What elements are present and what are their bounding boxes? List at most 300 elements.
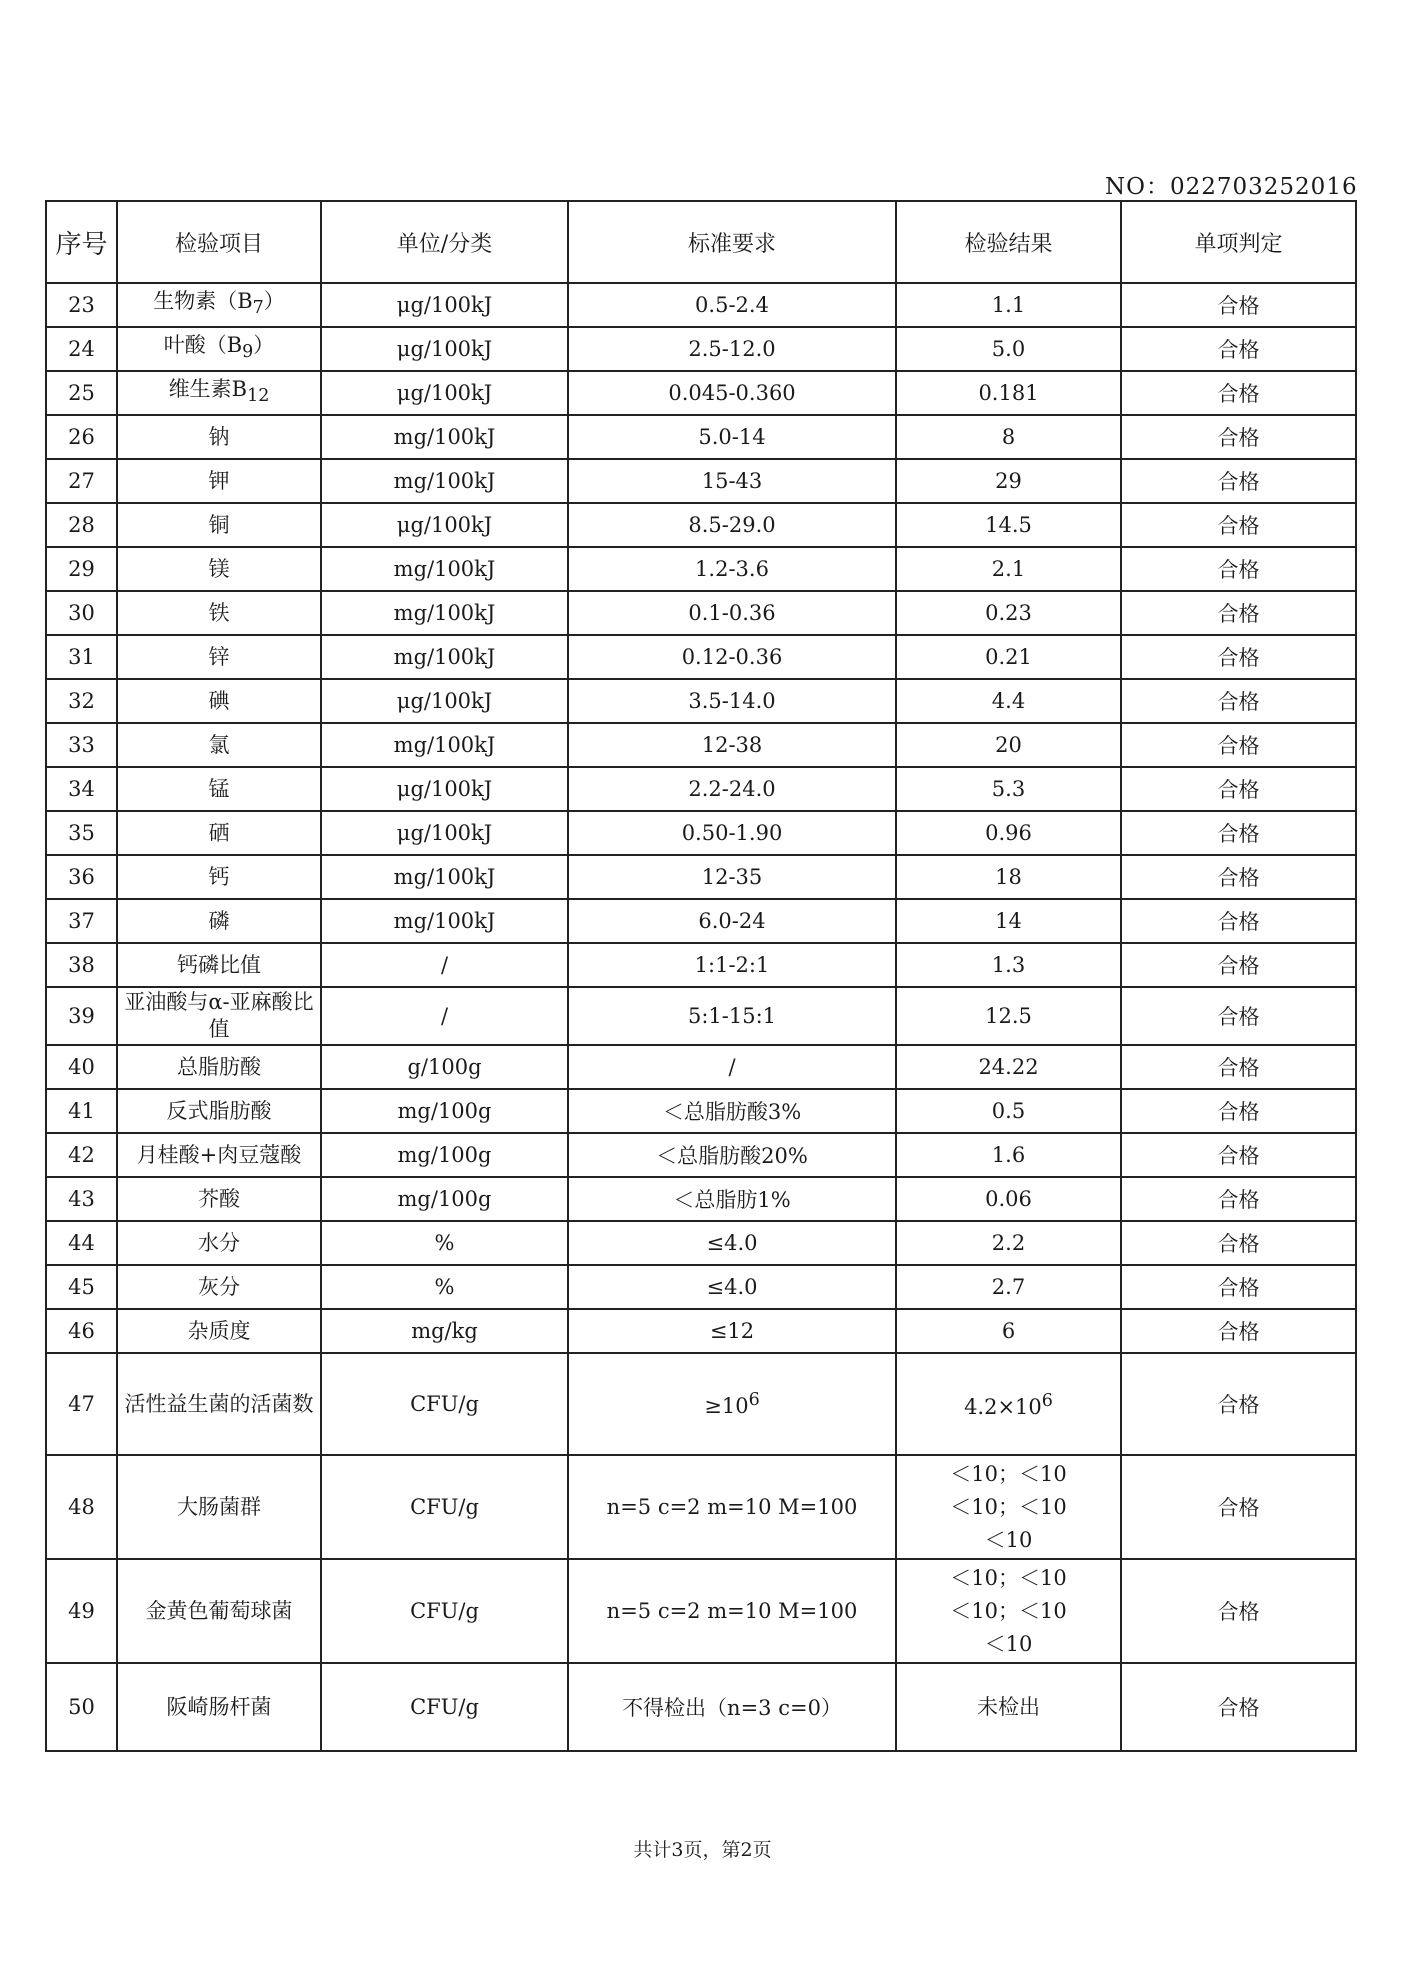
standard-text: ≤4.0 bbox=[706, 1275, 758, 1299]
judgment-text: 合格 bbox=[1217, 690, 1260, 714]
cell-result bbox=[896, 1353, 1121, 1455]
seq-text: 38 bbox=[68, 953, 95, 977]
unit-text: mg/100g bbox=[397, 1143, 492, 1167]
unit-text: mg/100kJ bbox=[393, 557, 496, 581]
seq-text: 42 bbox=[68, 1143, 95, 1167]
cell-standard bbox=[568, 327, 896, 371]
cell-result bbox=[896, 679, 1121, 723]
judgment-text: 合格 bbox=[1217, 1100, 1260, 1124]
cell-unit bbox=[321, 855, 568, 899]
item-text: 磷 bbox=[208, 908, 230, 933]
unit-text: mg/100kJ bbox=[393, 601, 496, 625]
result-line: ＜10；＜10 bbox=[950, 1565, 1067, 1590]
cell-result bbox=[896, 327, 1121, 371]
unit-text: CFU/g bbox=[410, 1495, 479, 1519]
item-tail: ） bbox=[253, 332, 275, 357]
cell-item bbox=[117, 459, 321, 503]
table-row bbox=[46, 1455, 1356, 1559]
standard-text: 6.0-24 bbox=[698, 909, 766, 933]
result-text: 0.181 bbox=[978, 380, 1039, 405]
seq-text: 47 bbox=[68, 1392, 95, 1416]
item-text: 芥酸 bbox=[198, 1186, 240, 1211]
cell-unit bbox=[321, 987, 568, 1045]
standard-text: 15-43 bbox=[701, 469, 763, 493]
table-row bbox=[46, 415, 1356, 459]
result-text: 6 bbox=[1001, 1318, 1016, 1343]
judgment-text: 合格 bbox=[1217, 822, 1260, 846]
cell-seq bbox=[46, 503, 117, 547]
cell-seq bbox=[46, 1133, 117, 1177]
seq-text: 48 bbox=[68, 1495, 95, 1519]
cell-judgment bbox=[1121, 811, 1356, 855]
result-text: 1.1 bbox=[991, 292, 1026, 317]
result-text: 14 bbox=[995, 908, 1022, 933]
cell-unit bbox=[321, 723, 568, 767]
cell-unit bbox=[321, 283, 568, 327]
standard-superscript: 6 bbox=[748, 1390, 760, 1410]
table-row bbox=[46, 1265, 1356, 1309]
header-judgment: 单项判定 bbox=[1121, 201, 1356, 283]
unit-text: mg/100g bbox=[397, 1187, 492, 1211]
cell-judgment bbox=[1121, 899, 1356, 943]
cell-seq bbox=[46, 547, 117, 591]
cell-result bbox=[896, 459, 1121, 503]
cell-unit bbox=[321, 591, 568, 635]
unit-text: mg/kg bbox=[411, 1319, 478, 1343]
table-row bbox=[46, 635, 1356, 679]
standard-text: 1:1-2:1 bbox=[694, 953, 770, 977]
cell-standard bbox=[568, 283, 896, 327]
unit-text: mg/100kJ bbox=[393, 645, 496, 669]
result-text: 2.2 bbox=[991, 1230, 1026, 1255]
result-text: 1.3 bbox=[991, 952, 1026, 977]
item-text: 硒 bbox=[208, 820, 230, 845]
item-text: 活性益生菌的活菌数 bbox=[124, 1391, 314, 1416]
judgment-text: 合格 bbox=[1217, 954, 1260, 978]
seq-text: 35 bbox=[68, 821, 95, 845]
result-text: 4.2×10 bbox=[964, 1394, 1042, 1419]
item-text: 钙磷比值 bbox=[177, 952, 261, 977]
cell-judgment bbox=[1121, 1353, 1356, 1455]
standard-text: ≥10 bbox=[704, 1394, 749, 1418]
cell-unit bbox=[321, 459, 568, 503]
seq-text: 23 bbox=[68, 293, 95, 317]
standard-text: 1.2-3.6 bbox=[695, 557, 769, 581]
unit-text: CFU/g bbox=[410, 1392, 479, 1416]
item-text: 杂质度 bbox=[187, 1318, 251, 1343]
cell-result bbox=[896, 371, 1121, 415]
seq-text: 50 bbox=[68, 1695, 95, 1719]
table-row bbox=[46, 1133, 1356, 1177]
unit-text: mg/100kJ bbox=[393, 469, 496, 493]
cell-unit bbox=[321, 767, 568, 811]
result-text: 未检出 bbox=[977, 1694, 1040, 1719]
table-row bbox=[46, 371, 1356, 415]
cell-unit bbox=[321, 1089, 568, 1133]
item-text: 灰分 bbox=[198, 1274, 240, 1299]
header-result: 检验结果 bbox=[896, 201, 1121, 283]
cell-unit bbox=[321, 1133, 568, 1177]
standard-text: 不得检出（n=3 c=0） bbox=[622, 1696, 842, 1720]
header-seq: 序号 bbox=[46, 201, 117, 283]
result-line: ＜10；＜10 bbox=[950, 1598, 1067, 1623]
cell-seq bbox=[46, 459, 117, 503]
result-line: ＜10；＜10 bbox=[950, 1461, 1067, 1486]
seq-text: 34 bbox=[68, 777, 95, 801]
cell-seq bbox=[46, 723, 117, 767]
judgment-text: 合格 bbox=[1217, 734, 1260, 758]
table-row bbox=[46, 1353, 1356, 1455]
cell-judgment bbox=[1121, 1089, 1356, 1133]
item-text: 叶酸（B bbox=[163, 332, 243, 357]
result-text: 0.23 bbox=[985, 600, 1032, 625]
cell-judgment bbox=[1121, 1221, 1356, 1265]
result-text: 2.1 bbox=[991, 556, 1026, 581]
seq-text: 46 bbox=[68, 1319, 95, 1343]
cell-judgment bbox=[1121, 1559, 1356, 1663]
judgment-text: 合格 bbox=[1217, 382, 1260, 406]
table-row bbox=[46, 943, 1356, 987]
cell-item bbox=[117, 987, 321, 1045]
standard-text: 0.12-0.36 bbox=[681, 645, 783, 669]
cell-unit bbox=[321, 371, 568, 415]
seq-text: 31 bbox=[68, 645, 95, 669]
cell-seq bbox=[46, 591, 117, 635]
item-text: 总脂肪酸 bbox=[177, 1054, 261, 1079]
cell-item bbox=[117, 899, 321, 943]
cell-unit bbox=[321, 1309, 568, 1353]
cell-item bbox=[117, 1045, 321, 1089]
cell-result bbox=[896, 591, 1121, 635]
judgment-text: 合格 bbox=[1217, 1600, 1260, 1624]
cell-standard bbox=[568, 415, 896, 459]
table-row bbox=[46, 327, 1356, 371]
cell-seq bbox=[46, 1309, 117, 1353]
cell-standard bbox=[568, 1353, 896, 1455]
table-row bbox=[46, 591, 1356, 635]
table-row bbox=[46, 547, 1356, 591]
unit-text: μg/100kJ bbox=[396, 381, 493, 405]
judgment-text: 合格 bbox=[1217, 338, 1260, 362]
unit-text: μg/100kJ bbox=[396, 337, 493, 361]
cell-item bbox=[117, 503, 321, 547]
cell-seq bbox=[46, 943, 117, 987]
table-row bbox=[46, 1663, 1356, 1751]
item-text: 碘 bbox=[208, 688, 230, 713]
cell-item bbox=[117, 1221, 321, 1265]
cell-judgment bbox=[1121, 943, 1356, 987]
cell-standard bbox=[568, 635, 896, 679]
table-row bbox=[46, 987, 1356, 1045]
standard-text: 3.5-14.0 bbox=[688, 689, 776, 713]
cell-item bbox=[117, 723, 321, 767]
cell-unit bbox=[321, 1353, 568, 1455]
cell-seq bbox=[46, 987, 117, 1045]
judgment-text: 合格 bbox=[1217, 646, 1260, 670]
cell-result bbox=[896, 1133, 1121, 1177]
cell-judgment bbox=[1121, 371, 1356, 415]
judgment-text: 合格 bbox=[1217, 1696, 1260, 1720]
result-text: 0.06 bbox=[985, 1186, 1032, 1211]
seq-text: 26 bbox=[68, 425, 95, 449]
cell-unit bbox=[321, 943, 568, 987]
standard-text: / bbox=[728, 1055, 736, 1079]
item-text: 氯 bbox=[208, 732, 230, 757]
table-row bbox=[46, 283, 1356, 327]
cell-unit bbox=[321, 1221, 568, 1265]
cell-unit bbox=[321, 1455, 568, 1559]
item-text: 钾 bbox=[208, 468, 230, 493]
seq-text: 30 bbox=[68, 601, 95, 625]
cell-item bbox=[117, 855, 321, 899]
unit-text: g/100g bbox=[407, 1055, 482, 1079]
cell-result bbox=[896, 283, 1121, 327]
cell-item bbox=[117, 811, 321, 855]
unit-text: % bbox=[434, 1275, 455, 1299]
result-text: 1.6 bbox=[991, 1142, 1026, 1167]
result-text: 18 bbox=[995, 864, 1022, 889]
cell-item bbox=[117, 547, 321, 591]
page-footer: 共计3页，第2页 bbox=[633, 1839, 772, 1861]
result-line: ＜10；＜10 bbox=[950, 1494, 1067, 1519]
cell-judgment bbox=[1121, 987, 1356, 1045]
judgment-text: 合格 bbox=[1217, 1188, 1260, 1212]
item-text: 反式脂肪酸 bbox=[166, 1098, 272, 1123]
cell-standard bbox=[568, 1559, 896, 1663]
cell-result bbox=[896, 547, 1121, 591]
cell-item bbox=[117, 371, 321, 415]
table-body bbox=[46, 283, 1356, 1751]
cell-judgment bbox=[1121, 459, 1356, 503]
cell-item bbox=[117, 1309, 321, 1353]
cell-standard bbox=[568, 943, 896, 987]
table-header-row bbox=[46, 201, 1356, 283]
header-item: 检验项目 bbox=[117, 201, 321, 283]
table-row bbox=[46, 855, 1356, 899]
cell-standard bbox=[568, 1177, 896, 1221]
seq-text: 39 bbox=[68, 1004, 95, 1028]
unit-text: μg/100kJ bbox=[396, 821, 493, 845]
result-text: 24.22 bbox=[978, 1054, 1039, 1079]
cell-seq bbox=[46, 679, 117, 723]
standard-text: 0.1-0.36 bbox=[688, 601, 776, 625]
item-text: 镁 bbox=[208, 556, 230, 581]
cell-result bbox=[896, 1455, 1121, 1559]
cell-seq bbox=[46, 635, 117, 679]
header-standard: 标准要求 bbox=[568, 201, 896, 283]
cell-unit bbox=[321, 1265, 568, 1309]
item-text: 铁 bbox=[208, 600, 230, 625]
seq-text: 25 bbox=[68, 381, 95, 405]
item-text: 钙 bbox=[208, 864, 230, 889]
cell-judgment bbox=[1121, 591, 1356, 635]
cell-result bbox=[896, 1045, 1121, 1089]
standard-text: ＜总脂肪1% bbox=[673, 1188, 791, 1212]
cell-unit bbox=[321, 1045, 568, 1089]
cell-judgment bbox=[1121, 855, 1356, 899]
cell-standard bbox=[568, 547, 896, 591]
seq-text: 33 bbox=[68, 733, 95, 757]
cell-judgment bbox=[1121, 679, 1356, 723]
result-superscript: 6 bbox=[1041, 1390, 1053, 1411]
judgment-text: 合格 bbox=[1217, 1144, 1260, 1168]
item-text: 月桂酸+肉豆蔻酸 bbox=[136, 1142, 302, 1167]
cell-seq bbox=[46, 1663, 117, 1751]
item-text: 阪崎肠杆菌 bbox=[166, 1694, 272, 1719]
result-text: 0.96 bbox=[985, 820, 1032, 845]
item-text: 生物素（B bbox=[153, 288, 253, 313]
table-row bbox=[46, 767, 1356, 811]
cell-standard bbox=[568, 811, 896, 855]
item-subscript: 12 bbox=[247, 386, 270, 407]
seq-text: 49 bbox=[68, 1599, 95, 1623]
cell-unit bbox=[321, 547, 568, 591]
unit-text: mg/100kJ bbox=[393, 733, 496, 757]
cell-standard bbox=[568, 459, 896, 503]
judgment-text: 合格 bbox=[1217, 1005, 1260, 1029]
cell-unit bbox=[321, 503, 568, 547]
cell-seq bbox=[46, 1455, 117, 1559]
standard-text: n=5 c=2 m=10 M=100 bbox=[606, 1495, 858, 1519]
table-row bbox=[46, 811, 1356, 855]
result-line: ＜10 bbox=[984, 1631, 1033, 1656]
cell-result bbox=[896, 415, 1121, 459]
standard-text: n=5 c=2 m=10 M=100 bbox=[606, 1599, 858, 1623]
cell-result bbox=[896, 767, 1121, 811]
seq-text: 37 bbox=[68, 909, 95, 933]
item-text: 大肠菌群 bbox=[177, 1494, 261, 1519]
cell-judgment bbox=[1121, 1045, 1356, 1089]
cell-item bbox=[117, 767, 321, 811]
table-row bbox=[46, 1045, 1356, 1089]
table-row bbox=[46, 1221, 1356, 1265]
item-text: 锰 bbox=[208, 776, 230, 801]
unit-text: / bbox=[440, 1004, 449, 1028]
cell-unit bbox=[321, 1559, 568, 1663]
cell-standard bbox=[568, 1309, 896, 1353]
unit-text: μg/100kJ bbox=[396, 513, 493, 537]
seq-text: 41 bbox=[68, 1099, 95, 1123]
cell-result bbox=[896, 723, 1121, 767]
result-text: 2.7 bbox=[991, 1274, 1026, 1299]
cell-item bbox=[117, 1089, 321, 1133]
unit-text: mg/100kJ bbox=[393, 865, 496, 889]
cell-result bbox=[896, 811, 1121, 855]
cell-judgment bbox=[1121, 723, 1356, 767]
cell-unit bbox=[321, 1177, 568, 1221]
seq-text: 29 bbox=[68, 557, 95, 581]
cell-standard bbox=[568, 1133, 896, 1177]
cell-unit bbox=[321, 811, 568, 855]
standard-text: 2.5-12.0 bbox=[688, 337, 776, 361]
judgment-text: 合格 bbox=[1217, 1232, 1260, 1256]
table-row bbox=[46, 503, 1356, 547]
cell-result bbox=[896, 899, 1121, 943]
standard-text: 2.2-24.0 bbox=[688, 777, 776, 801]
result-text: 0.5 bbox=[991, 1098, 1026, 1123]
standard-text: 0.5-2.4 bbox=[695, 293, 769, 317]
cell-judgment bbox=[1121, 1309, 1356, 1353]
cell-standard bbox=[568, 679, 896, 723]
seq-text: 36 bbox=[68, 865, 95, 889]
cell-result bbox=[896, 1177, 1121, 1221]
cell-standard bbox=[568, 1089, 896, 1133]
cell-item bbox=[117, 635, 321, 679]
judgment-text: 合格 bbox=[1217, 778, 1260, 802]
judgment-text: 合格 bbox=[1217, 1276, 1260, 1300]
item-subscript: 9 bbox=[242, 342, 254, 363]
cell-result bbox=[896, 635, 1121, 679]
cell-result bbox=[896, 503, 1121, 547]
result-text: 5.0 bbox=[991, 336, 1026, 361]
cell-judgment bbox=[1121, 283, 1356, 327]
table-row bbox=[46, 1309, 1356, 1353]
cell-standard bbox=[568, 1663, 896, 1751]
cell-seq bbox=[46, 1045, 117, 1089]
standard-text: 5.0-14 bbox=[698, 425, 766, 449]
cell-result bbox=[896, 1221, 1121, 1265]
cell-judgment bbox=[1121, 327, 1356, 371]
unit-text: mg/100kJ bbox=[393, 909, 496, 933]
cell-standard bbox=[568, 1265, 896, 1309]
seq-text: 43 bbox=[68, 1187, 95, 1211]
cell-result bbox=[896, 1663, 1121, 1751]
cell-item bbox=[117, 1265, 321, 1309]
standard-text: 0.045-0.360 bbox=[668, 381, 796, 405]
seq-text: 28 bbox=[68, 513, 95, 537]
cell-item bbox=[117, 1455, 321, 1559]
item-text: 锌 bbox=[208, 644, 230, 669]
cell-seq bbox=[46, 371, 117, 415]
seq-text: 45 bbox=[68, 1275, 95, 1299]
cell-seq bbox=[46, 1353, 117, 1455]
standard-text: ≤4.0 bbox=[706, 1231, 758, 1255]
cell-item bbox=[117, 283, 321, 327]
cell-item bbox=[117, 1133, 321, 1177]
table-row bbox=[46, 1089, 1356, 1133]
result-line: ＜10 bbox=[984, 1527, 1033, 1552]
cell-result bbox=[896, 987, 1121, 1045]
cell-standard bbox=[568, 1455, 896, 1559]
cell-standard bbox=[568, 1045, 896, 1089]
inspection-table bbox=[45, 200, 1357, 1752]
cell-judgment bbox=[1121, 1133, 1356, 1177]
cell-item bbox=[117, 943, 321, 987]
judgment-text: 合格 bbox=[1217, 514, 1260, 538]
standard-text: 8.5-29.0 bbox=[688, 513, 776, 537]
cell-judgment bbox=[1121, 1177, 1356, 1221]
cell-item bbox=[117, 591, 321, 635]
cell-standard bbox=[568, 503, 896, 547]
item-subscript: 7 bbox=[252, 298, 264, 319]
cell-seq bbox=[46, 283, 117, 327]
item-tail: ） bbox=[263, 288, 285, 313]
cell-seq bbox=[46, 1559, 117, 1663]
cell-seq bbox=[46, 415, 117, 459]
judgment-text: 合格 bbox=[1217, 426, 1260, 450]
judgment-text: 合格 bbox=[1217, 1496, 1260, 1520]
result-text: 8 bbox=[1001, 424, 1016, 449]
cell-result bbox=[896, 1265, 1121, 1309]
judgment-text: 合格 bbox=[1217, 1393, 1260, 1417]
report-number: NO：022703252016 bbox=[1105, 174, 1358, 200]
cell-standard bbox=[568, 987, 896, 1045]
cell-standard bbox=[568, 855, 896, 899]
result-text: 0.21 bbox=[985, 644, 1032, 669]
cell-seq bbox=[46, 855, 117, 899]
table-row bbox=[46, 723, 1356, 767]
unit-text: CFU/g bbox=[410, 1695, 479, 1719]
